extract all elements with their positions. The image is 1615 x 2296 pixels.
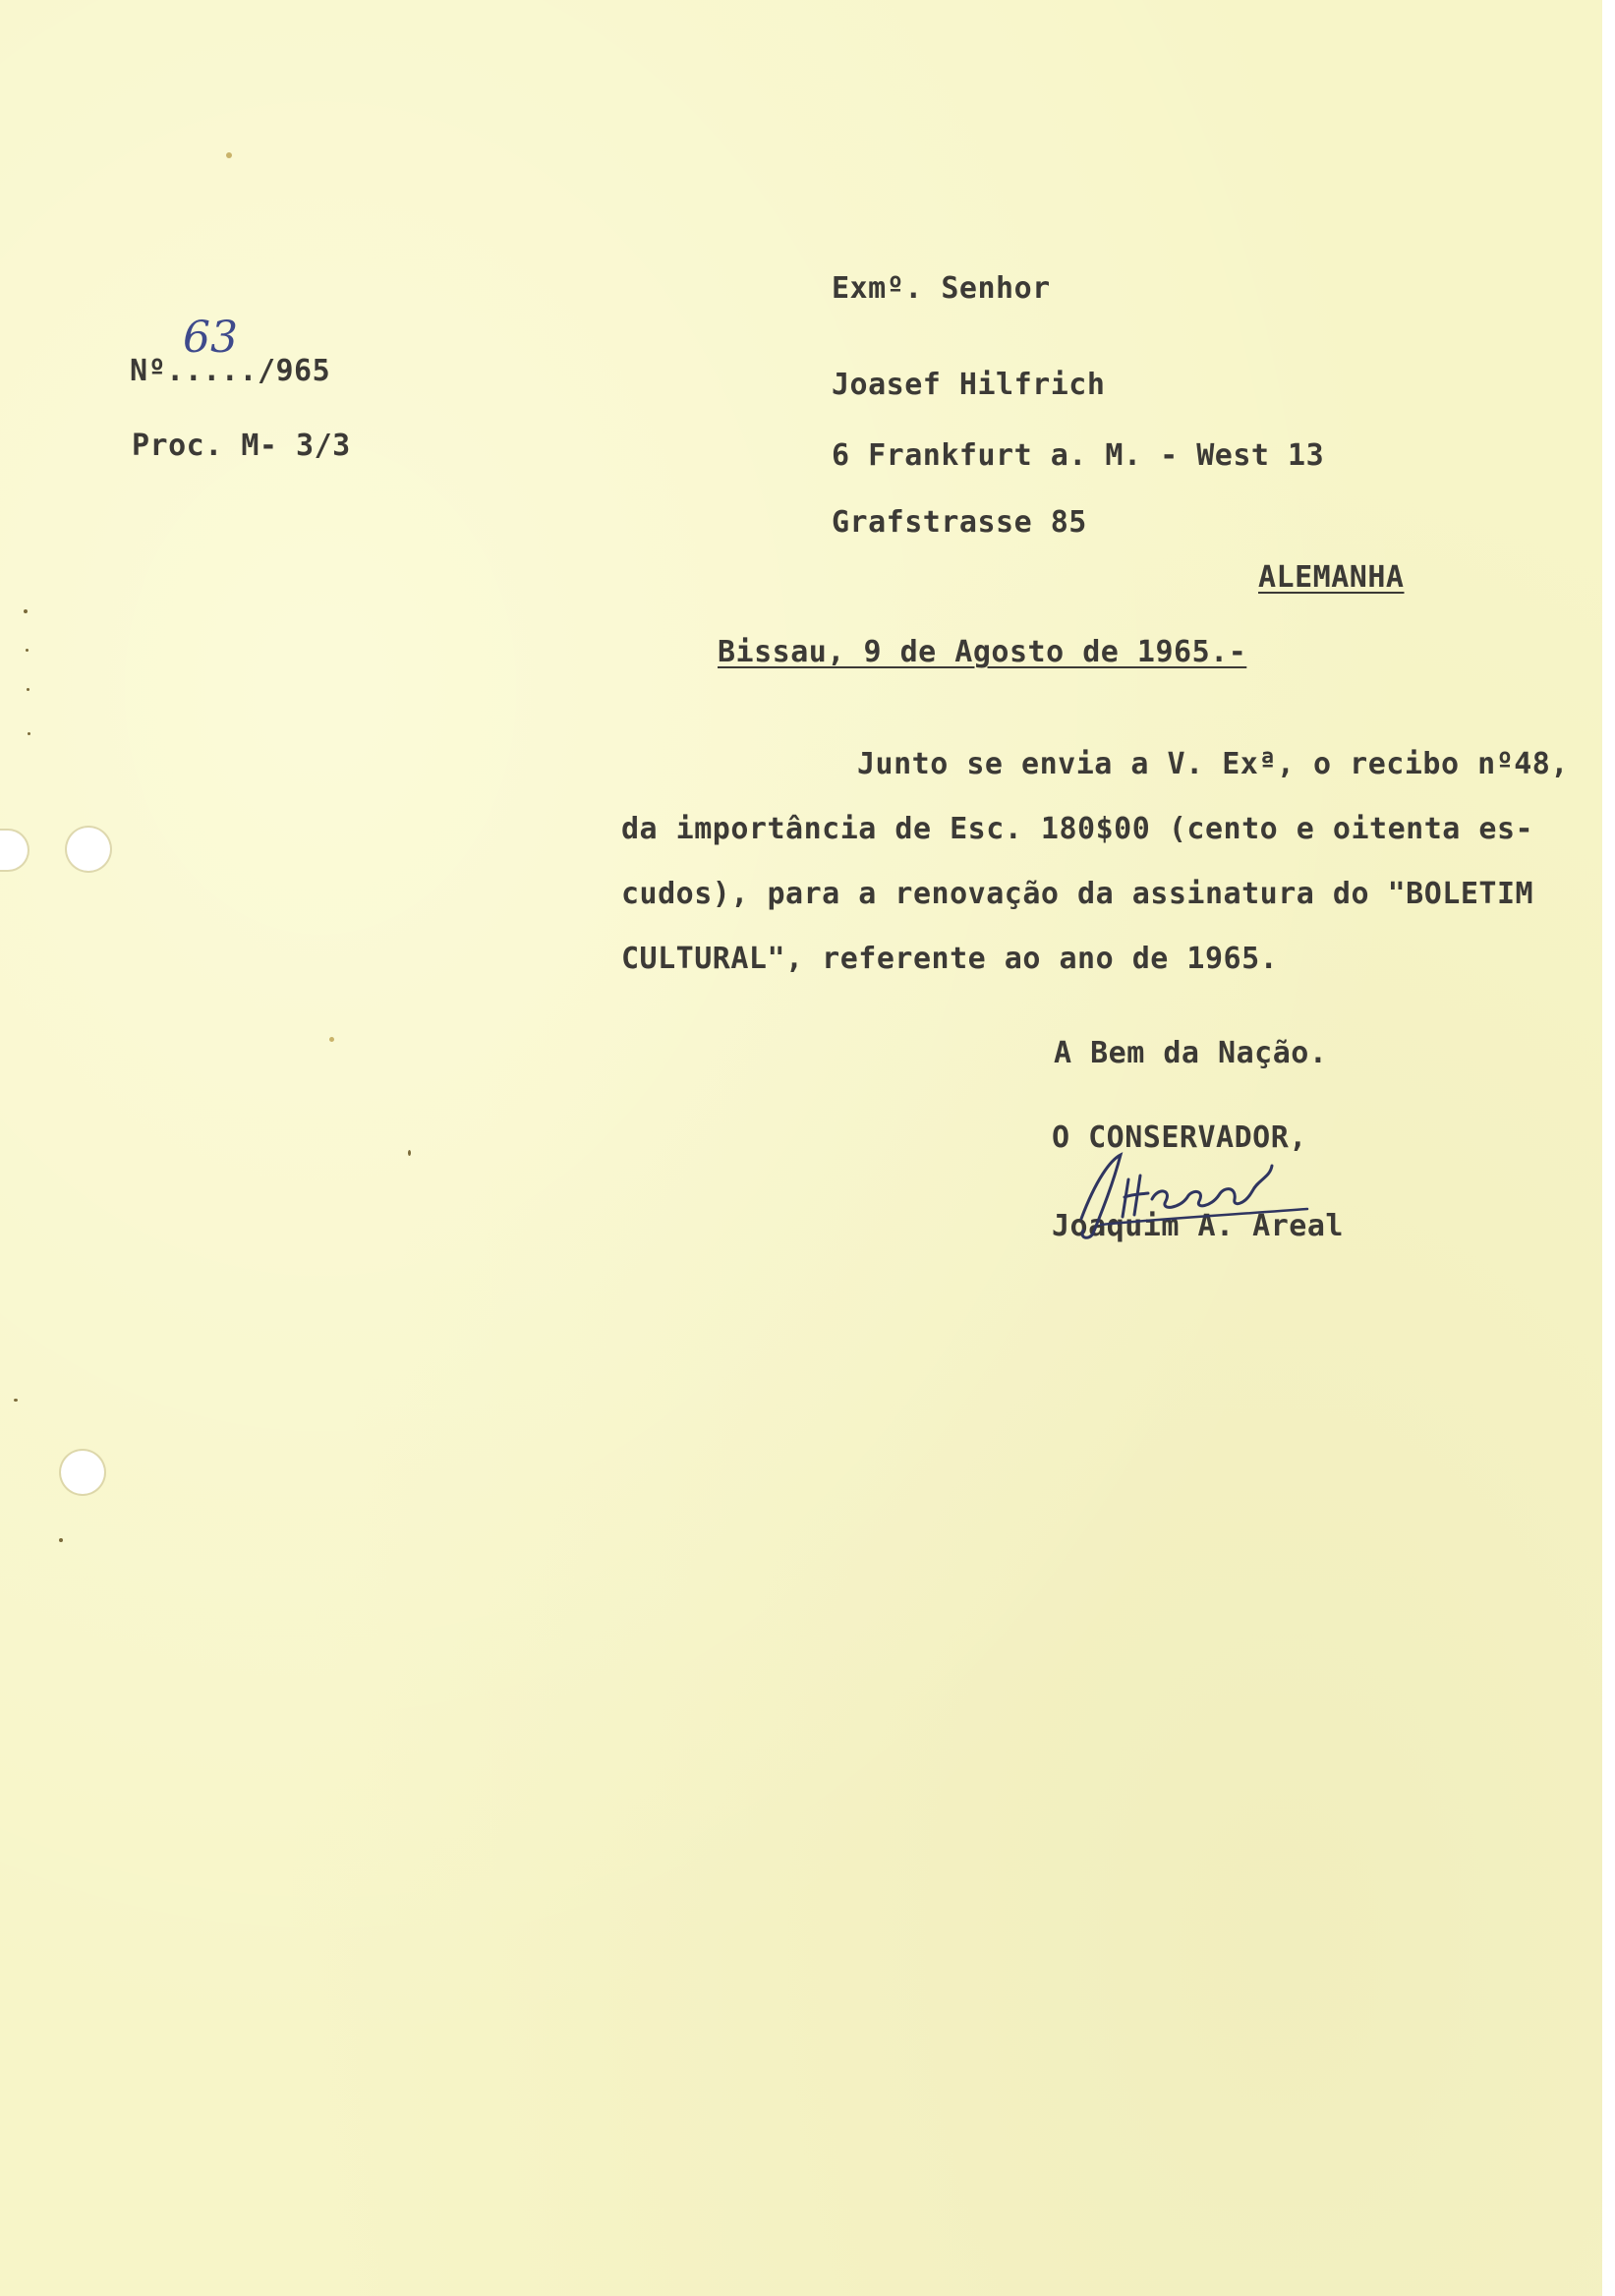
binder-hole-top bbox=[67, 828, 110, 871]
signatory-name: Joaquim A. Areal bbox=[1052, 1209, 1344, 1243]
paper-speck bbox=[226, 152, 232, 158]
paper-speck bbox=[14, 1399, 18, 1402]
recipient-country: ALEMANHA bbox=[1258, 560, 1405, 595]
recipient-address-line1: 6 Frankfurt a. M. - West 13 bbox=[832, 438, 1325, 473]
letter-body bbox=[621, 747, 1594, 1006]
closing-motto: A Bem da Nação. bbox=[1054, 1036, 1328, 1070]
recipient-name: Joasef Hilfrich bbox=[832, 368, 1106, 402]
date-line: Bissau, 9 de Agosto de 1965.- bbox=[718, 635, 1247, 669]
process-reference: Proc. M- 3/3 bbox=[132, 429, 351, 463]
closing-title: O CONSERVADOR, bbox=[1052, 1120, 1307, 1155]
binder-hole-top-edge bbox=[0, 831, 28, 870]
body-line: cudos), para a renovação da assinatura do "BOLETIM bbox=[621, 877, 1534, 911]
body-line: da importância de Esc. 180$00 (cento e oitenta es- bbox=[621, 812, 1534, 846]
salutation: Exmº. Senhor bbox=[832, 271, 1051, 306]
paper-speck bbox=[26, 649, 29, 652]
paper-speck bbox=[24, 609, 28, 613]
handwritten-reference-number: 63 bbox=[183, 313, 238, 363]
paper-speck bbox=[329, 1037, 334, 1042]
recipient-address-line2: Grafstrasse 85 bbox=[832, 505, 1087, 540]
body-line: Junto se envia a V. Exª, o recibo nº48, bbox=[857, 747, 1569, 781]
paper-speck bbox=[27, 688, 29, 691]
reference-number-dots: .... bbox=[184, 354, 258, 388]
paper-speck bbox=[59, 1538, 63, 1542]
scan-edge bbox=[1602, 0, 1615, 2296]
reference-number-prefix: Nº. bbox=[130, 354, 185, 388]
handwritten-signature bbox=[1042, 1140, 1337, 1248]
body-line: CULTURAL", referente ao ano de 1965. bbox=[621, 942, 1279, 976]
paper-speck bbox=[408, 1150, 411, 1156]
binder-hole-bottom bbox=[61, 1451, 104, 1494]
reference-number-suffix: /965 bbox=[257, 354, 331, 388]
paper-speck bbox=[28, 732, 30, 735]
